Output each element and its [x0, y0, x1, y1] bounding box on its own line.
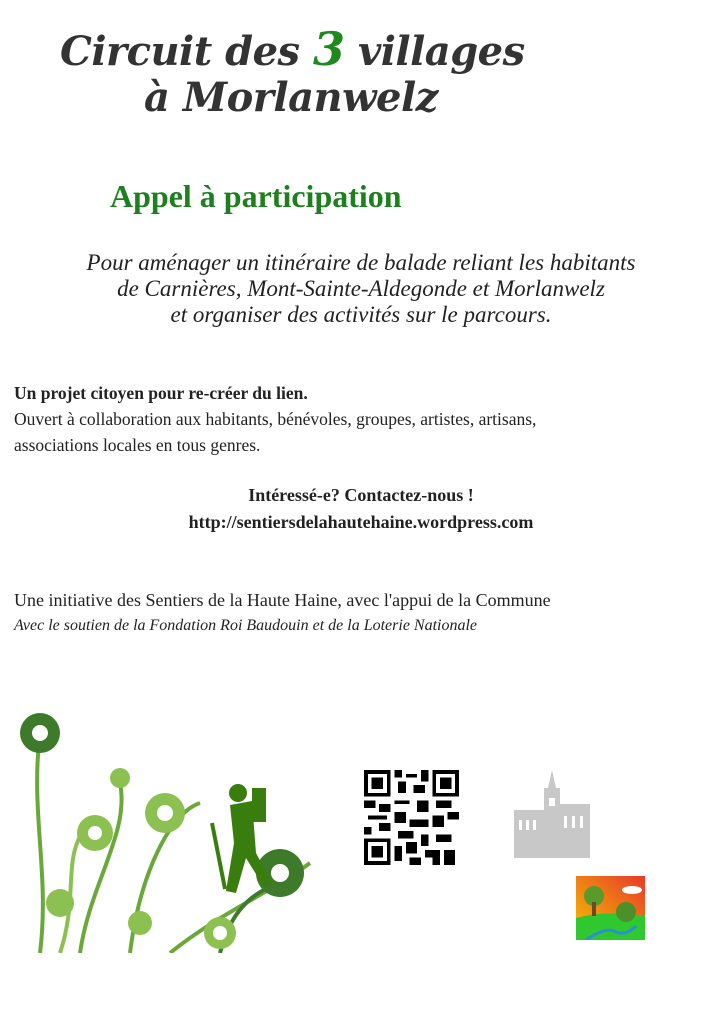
title-number: 3 [313, 22, 345, 76]
project-line: Ouvert à collaboration aux habitants, bénévoles, groupes, artistes, artisans, [14, 409, 537, 429]
intro-line: et organiser des activités sur le parcours. [170, 302, 552, 327]
title-line-1 [60, 22, 525, 76]
title-text: Circuit des [60, 28, 314, 75]
support-text: Avec le soutien de la Fondation Roi Baudouin et de la Loterie Nationale [14, 617, 478, 634]
contact-section [0, 482, 722, 536]
project-heading: Un projet citoyen pour re-créer du lien. [14, 383, 308, 403]
title-text: villages [344, 28, 525, 75]
initiative-text: Une initiative des Sentiers de la Haute Haine, avec l'appui de la Commune [14, 590, 551, 610]
subtitle: Appel à participation [110, 178, 402, 214]
project-section [14, 380, 536, 458]
qr-code[interactable] [363, 770, 460, 865]
contact-prompt: Intéressé-e? Contactez-nous ! [248, 485, 474, 505]
town-hall-icon [514, 770, 590, 860]
credits [14, 587, 551, 639]
intro-line: de Carnières, Mont-Sainte-Aldegonde et Morlanwelz [117, 276, 605, 301]
project-line: associations locales en tous genres. [14, 435, 261, 455]
landscape-logo [576, 876, 645, 940]
hiker-icon [212, 784, 272, 893]
intro-line: Pour aménager un itinéraire de balade reliant les habitants [86, 250, 636, 275]
contact-url[interactable]: http://sentiersdelahautehaine.wordpress.com [188, 512, 534, 532]
intro-paragraph [0, 250, 722, 328]
title-line-2: à Morlanwelz [144, 74, 438, 121]
floral-hiker-illustration [20, 693, 338, 953]
